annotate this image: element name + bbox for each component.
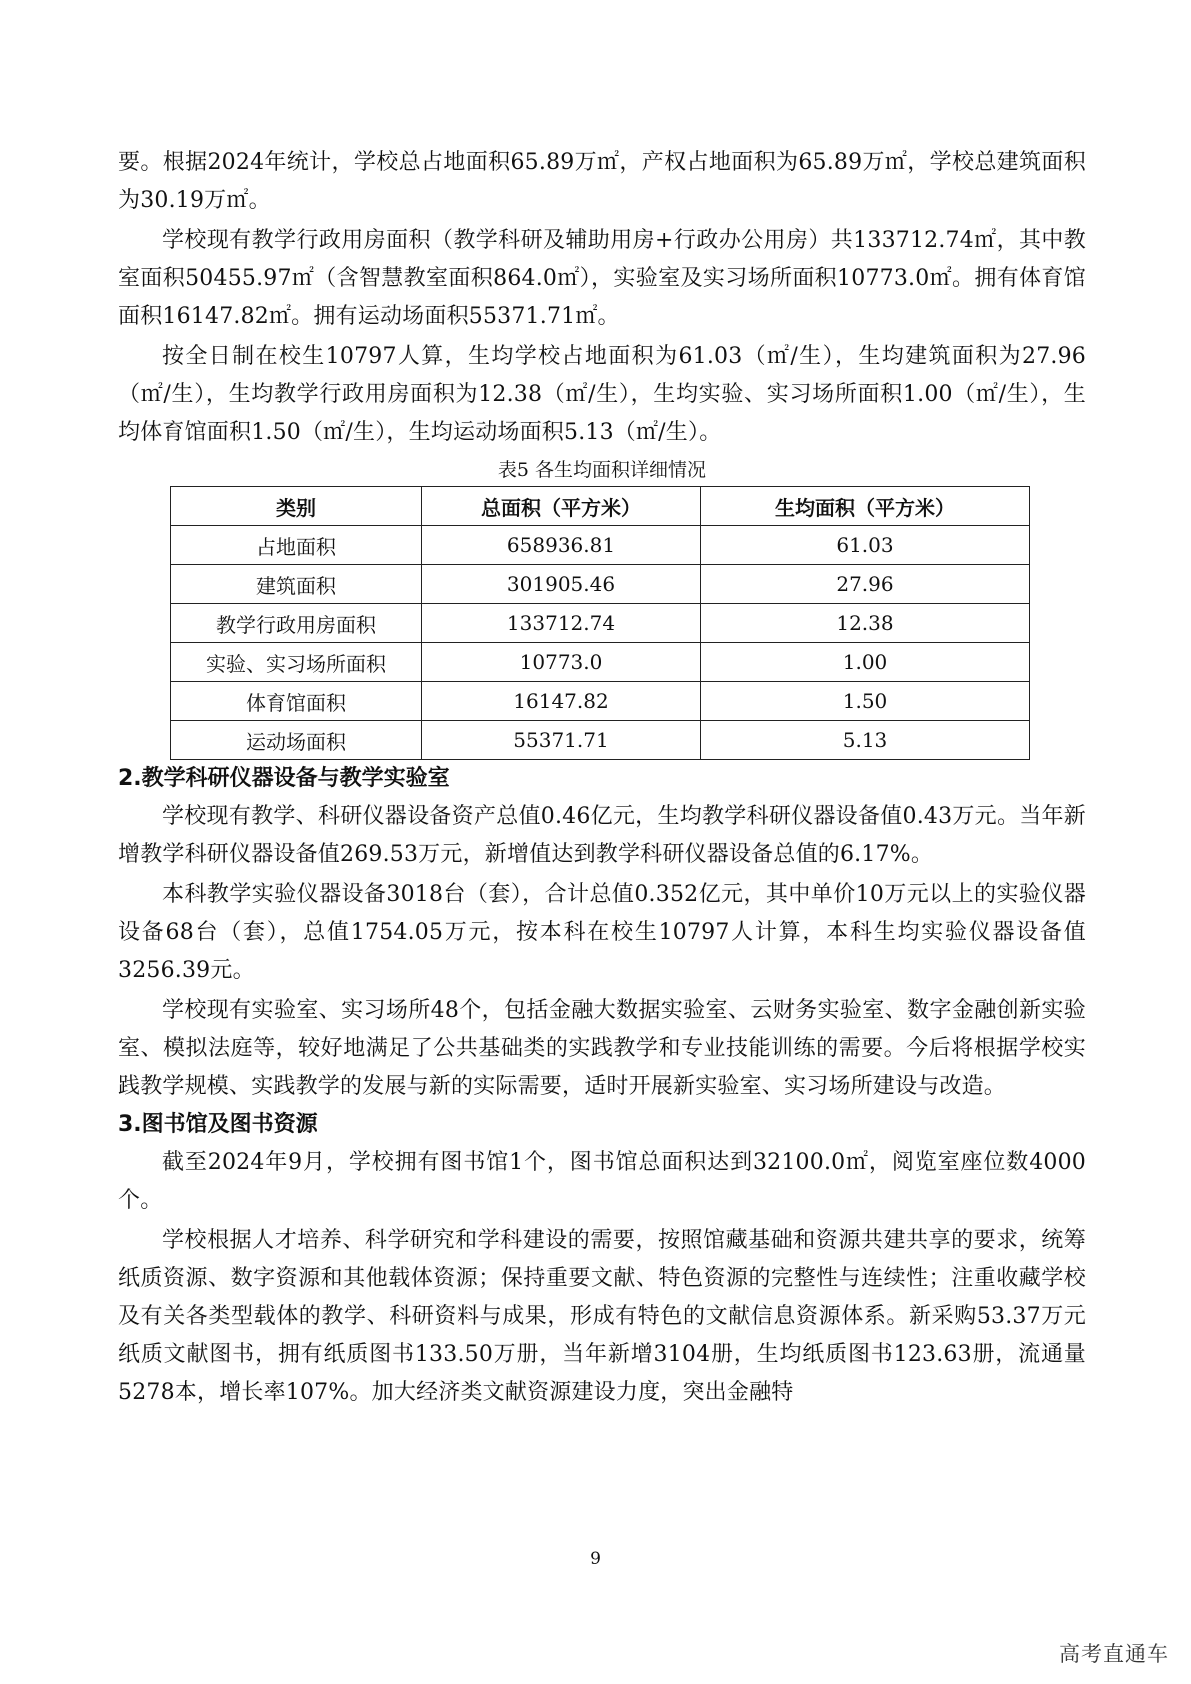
table-row bbox=[171, 721, 1030, 760]
table-cell-category: 建筑面积 bbox=[171, 565, 422, 604]
table-cell-category: 实验、实习场所面积 bbox=[171, 643, 422, 682]
table-cell-total: 10773.0 bbox=[422, 643, 701, 682]
table-header-row bbox=[171, 487, 1030, 526]
page-content bbox=[118, 144, 1086, 1414]
table-cell-category: 教学行政用房面积 bbox=[171, 604, 422, 643]
table-cell-total: 658936.81 bbox=[422, 526, 701, 565]
page-number: 9 bbox=[590, 1549, 601, 1569]
table-cell-total: 55371.71 bbox=[422, 721, 701, 760]
table-row bbox=[171, 643, 1030, 682]
table-cell-category: 运动场面积 bbox=[171, 721, 422, 760]
table-cell-total: 133712.74 bbox=[422, 604, 701, 643]
table-header-category: 类别 bbox=[171, 487, 422, 526]
section-heading-equipment: 2.教学科研仪器设备与教学实验室 bbox=[118, 766, 450, 791]
table-row bbox=[171, 565, 1030, 604]
table-header-per-student-area: 生均面积（平方米） bbox=[701, 487, 1030, 526]
paragraph-equipment-value: 学校现有教学、科研仪器设备资产总值0.46亿元，生均教学科研仪器设备值0.43万元。当年新增教学科研仪器设备值269.53万元，新增值达到教学科研仪器设备总值的6.17%。 bbox=[118, 804, 1086, 867]
table-cell-category: 体育馆面积 bbox=[171, 682, 422, 721]
table-row bbox=[171, 526, 1030, 565]
section-heading-library: 3.图书馆及图书资源 bbox=[118, 1112, 318, 1137]
paragraph-library-resources: 学校根据人才培养、科学研究和学科建设的需要，按照馆藏基础和资源共建共享的要求，统筹纸质资源、数字资源和其他载体资源；保持重要文献、特色资源的完整性与连续性；注重收藏学校及有关各类型载体的教学、科研资料与成果，形成有特色的文献信息资源体系。新采购53.37万元纸质文献图书，拥有纸质图书133.50万册，当年新增3104册，生均纸质图书123.63册，流通量5278本，增长率107%。加大经济类文献资源建设力度，突出金融特 bbox=[118, 1228, 1086, 1405]
paragraph-lab-equipment: 本科教学实验仪器设备3018台（套），合计总值0.352亿元，其中单价10万元以上的实验仪器设备68台（套），总值1754.05万元，按本科在校生10797人计算，本科生均实验仪器设备值3256.39元。 bbox=[118, 882, 1086, 983]
table-cell-category: 占地面积 bbox=[171, 526, 422, 565]
table-cell-per-student: 1.00 bbox=[701, 643, 1030, 682]
paragraph-laboratories: 学校现有实验室、实习场所48个，包括金融大数据实验室、云财务实验室、数字金融创新实验室、模拟法庭等，较好地满足了公共基础类的实践教学和专业技能训练的需要。今后将根据学校实践教学规模、实践教学的发展与新的实际需要，适时开展新实验室、实习场所建设与改造。 bbox=[118, 998, 1086, 1099]
table-cell-per-student: 12.38 bbox=[701, 604, 1030, 643]
paragraph-continued: 要。根据2024年统计，学校总占地面积65.89万㎡，产权占地面积为65.89万㎡，学校总建筑面积为30.19万㎡。 bbox=[118, 150, 1086, 213]
table-cell-per-student: 27.96 bbox=[701, 565, 1030, 604]
watermark-text: 高考直通车 bbox=[1059, 1642, 1169, 1666]
paragraph-library-area: 截至2024年9月，学校拥有图书馆1个，图书馆总面积达到32100.0㎡，阅览室座位数4000个。 bbox=[118, 1150, 1086, 1213]
table-cell-total: 301905.46 bbox=[422, 565, 701, 604]
table-cell-per-student: 1.50 bbox=[701, 682, 1030, 721]
paragraph-teaching-admin-area: 学校现有教学行政用房面积（教学科研及辅助用房+行政办公用房）共133712.74㎡，其中教室面积50455.97㎡（含智慧教室面积864.0㎡），实验室及实习场所面积10773.0㎡。拥有体育馆面积16147.82㎡。拥有运动场面积55371.71㎡。 bbox=[118, 228, 1086, 329]
table-row bbox=[171, 604, 1030, 643]
table-cell-per-student: 61.03 bbox=[701, 526, 1030, 565]
table-row bbox=[171, 682, 1030, 721]
paragraph-per-student-area: 按全日制在校生10797人算，生均学校占地面积为61.03（㎡/生），生均建筑面积为27.96（㎡/生），生均教学行政用房面积为12.38（㎡/生），生均实验、实习场所面积1.00（㎡/生），生均体育馆面积1.50（㎡/生），生均运动场面积5.13（㎡/生）。 bbox=[118, 344, 1086, 445]
table-cell-per-student: 5.13 bbox=[701, 721, 1030, 760]
table-cell-total: 16147.82 bbox=[422, 682, 701, 721]
table-header-total-area: 总面积（平方米） bbox=[422, 487, 701, 526]
area-table bbox=[170, 486, 1030, 760]
table-caption: 表5 各生均面积详细情况 bbox=[497, 459, 707, 481]
